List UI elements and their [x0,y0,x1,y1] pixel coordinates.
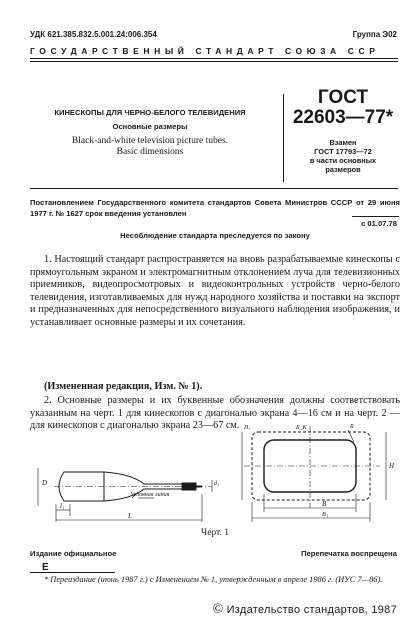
label-b: B [322,500,327,508]
figure-caption: Черт. 1 [201,528,229,538]
label-h1: H₁ [244,425,251,431]
group-code: Группа Э02 [352,30,397,39]
gost-number: 22603—77* [292,107,394,128]
date-underline [352,216,399,217]
replaced-line1: Взамен [329,138,357,147]
gost-label: ГОСТ [317,87,369,108]
reprint-prohibited-label: Перепечатка воспрещена [301,549,397,558]
dim-label-d1: d₁ [214,481,220,487]
subtitle-russian: Основные размеры [112,122,188,131]
gost-designation [288,88,398,128]
dim-label-d: D [42,479,48,487]
title-divider [283,94,284,182]
decree-text: Постановлением Государственного комитета стандартов Совета Министров СССР от 29 июня 1977 г. № 1627 срок введения установлен [30,198,400,218]
screen-front-view-drawing [238,420,400,526]
non-observance-notice: Несоблюдение стандарта преследуется по закону [120,231,310,240]
title-russian: КИНЕСКОПЫ ДЛЯ ЧЕРНО-БЕЛОГО ТЕЛЕВИДЕНИЯ [54,108,246,117]
replaced-line4: размеров [325,165,361,174]
official-edition-label: Издание официальное [30,549,117,558]
copyright-symbol: © [212,602,224,617]
title-english-line1: Black-and-white television picture tubes. [71,136,229,146]
label-rk: R_K [296,425,307,431]
footnote-rule [30,572,115,573]
title-english-line2: Basic dimensions [116,147,184,157]
decree-rule [30,188,398,189]
paragraph-2: 2. Основные размеры и их буквенные обозначения должны соответствовать указанным на черт. 1 для кинескопов с диагональю экрана 4—16 см и на черт. 2 — для кинескопов с диагональю экрана 23—67 см. [30,395,400,431]
axis-label: Условная линия [130,492,170,498]
header-rule-top [30,58,398,59]
tube-side-view-drawing [34,454,224,526]
paragraph-1: 1. Настоящий стандарт распространяется на вновь разрабатываемые кинескопы с прямоугольным экраном и электромагнитным отклонением луча для телевизионных приемников, видеопросмотровых и видеоконтрольных устройств черно-белого телевидения, изготавливаемых для нужд народного хозяйства и поставки на экспорт и предназначенных для непосредственного визуального наблюдения изображения, и устанавливает основные размеры и их сочетания. [30,254,400,328]
edit-note: (Измененная редакция, Изм. № 1). [44,381,203,392]
udk-code: УДК 621.385.832.5.001.24:006.354 [30,30,157,39]
label-h: H [389,462,395,470]
title-english [30,136,270,158]
dim-label-l: L [128,512,132,520]
replaced-standard [288,138,398,174]
copyright-text: Издательство стандартов, 1987 [226,604,397,616]
reissue-footnote: * Переиздание (июнь 1987 г.) с Изменением № 1, утвержденным в апреле 1986 г. (ИУС 7—86). [44,575,383,584]
edition-letter: Е [42,562,49,573]
replaced-line2: ГОСТ 17793—72 [314,147,372,156]
label-r: R [350,424,354,430]
header-rule-bottom [30,61,398,62]
label-b1: B₁ [322,511,329,518]
replaced-line3: в части основных [309,156,377,165]
effective-date: с 01.07.78 [361,219,397,228]
copyright-line [213,602,397,618]
dim-label-l1: l₁ [60,502,65,510]
state-standard-heading: ГОСУДАРСТВЕННЫЙ СТАНДАРТ СОЮЗА ССР [30,46,380,56]
